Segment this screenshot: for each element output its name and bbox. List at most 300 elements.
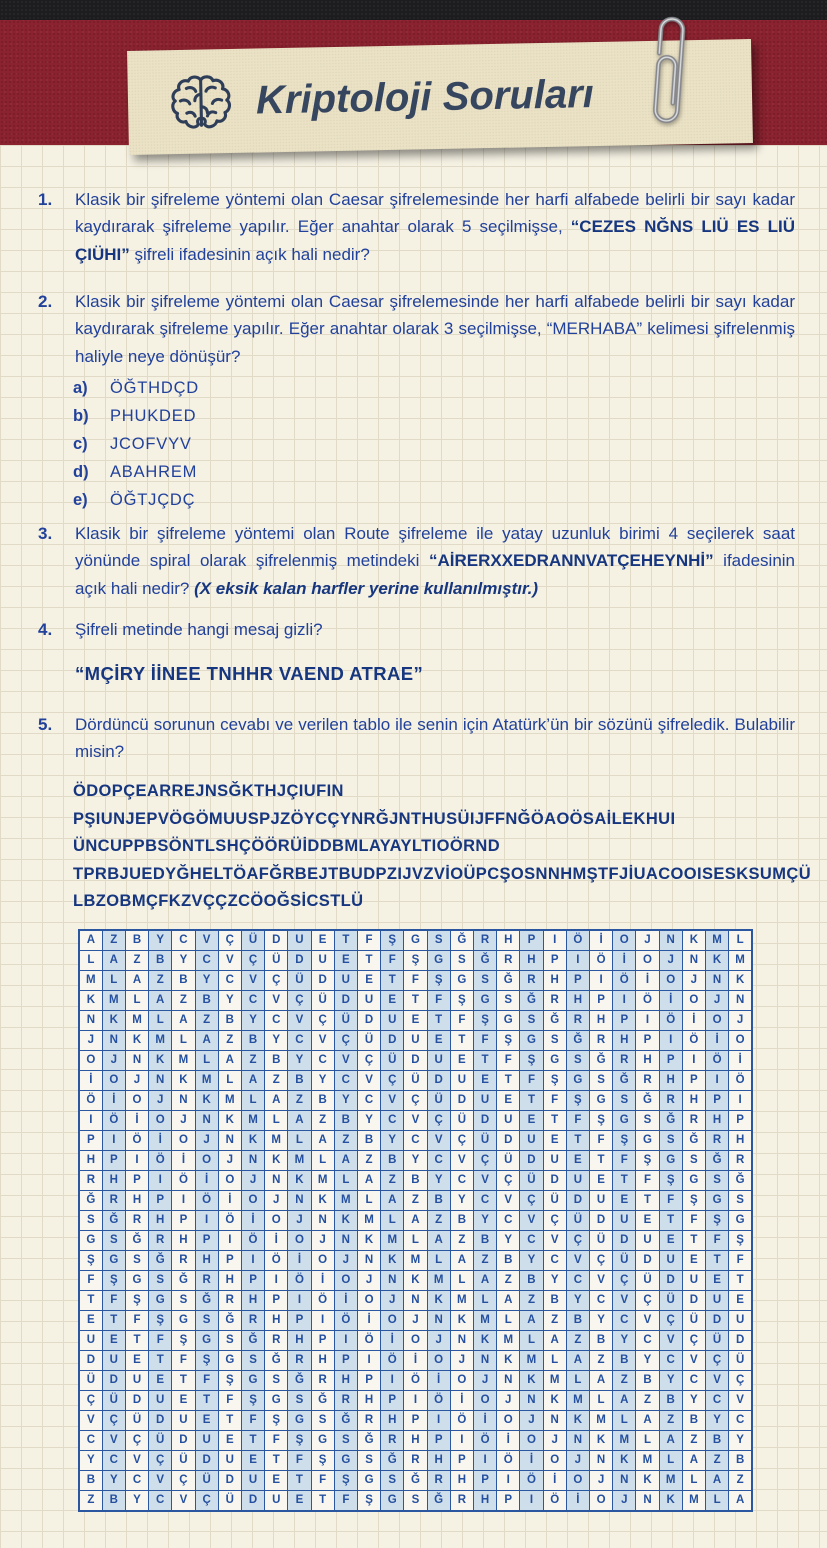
table-cell: N <box>659 930 682 951</box>
table-cell: I <box>473 1451 496 1471</box>
table-cell: P <box>102 1151 125 1171</box>
table-cell: Y <box>265 1031 288 1051</box>
table-cell: V <box>195 930 218 951</box>
table-cell: Y <box>497 1231 520 1251</box>
table-cell: P <box>613 1011 636 1031</box>
table-cell: A <box>334 1151 357 1171</box>
table-cell: N <box>427 1311 450 1331</box>
table-row <box>79 1091 752 1111</box>
option-label: d) <box>73 463 89 481</box>
table-cell: S <box>404 1491 427 1512</box>
table-cell: V <box>241 971 264 991</box>
table-cell: T <box>520 1091 543 1111</box>
table-cell: F <box>682 1211 705 1231</box>
table-cell: G <box>102 1251 125 1271</box>
table-cell: D <box>79 1351 102 1371</box>
table-cell: O <box>265 1211 288 1231</box>
table-cell: B <box>520 1271 543 1291</box>
table-cell: K <box>543 1391 566 1411</box>
table-cell: R <box>427 1471 450 1491</box>
question-text-part: Klasik bir şifreleme yöntemi olan Caesar şifrelemesinde her harfi alfabede belirli bir sayı kadar kaydırarak şifreleme yapılır. Eğer anahtar olarak 5 seçilmişse, <box>75 190 795 237</box>
table-cell: R <box>682 1111 705 1131</box>
table-cell: R <box>79 1171 102 1191</box>
table-cell: F <box>334 1491 357 1512</box>
table-cell: Ö <box>566 930 589 951</box>
table-cell: G <box>288 1411 311 1431</box>
table-cell: U <box>218 1451 241 1471</box>
table-cell: V <box>125 1451 148 1471</box>
option-label: a) <box>73 379 88 397</box>
table-row <box>79 1411 752 1431</box>
table-cell: V <box>543 1231 566 1251</box>
table-row <box>79 1051 752 1071</box>
table-cell: U <box>357 991 380 1011</box>
table-cell: N <box>543 1411 566 1431</box>
table-cell: Ç <box>79 1391 102 1411</box>
table-cell: Ö <box>682 1031 705 1051</box>
table-cell: O <box>288 1231 311 1251</box>
table-cell: C <box>102 1451 125 1471</box>
table-cell: G <box>357 1471 380 1491</box>
table-cell: B <box>195 991 218 1011</box>
table-cell: A <box>566 1351 589 1371</box>
table-cell: I <box>195 1211 218 1231</box>
table-cell: M <box>473 1311 496 1331</box>
table-cell: O <box>241 1191 264 1211</box>
table-cell: Ç <box>334 1031 357 1051</box>
table-cell: N <box>357 1251 380 1271</box>
table-cell: O <box>682 991 705 1011</box>
table-cell: K <box>497 1351 520 1371</box>
cipher-line: ÖDOPÇEARREJNSĞKTHJÇIUFIN <box>73 782 344 800</box>
table-cell: İ <box>334 1291 357 1311</box>
table-cell: Ü <box>102 1391 125 1411</box>
table-cell: G <box>636 1131 659 1151</box>
option-value: JCOFVYV <box>110 435 192 453</box>
table-cell: I <box>218 1231 241 1251</box>
table-cell: V <box>520 1211 543 1231</box>
table-cell: L <box>357 1191 380 1211</box>
table-cell: N <box>265 1171 288 1191</box>
table-cell: P <box>659 1051 682 1071</box>
table-cell: Ö <box>357 1331 380 1351</box>
table-cell: T <box>218 1411 241 1431</box>
table-cell: J <box>636 930 659 951</box>
table-cell: İ <box>613 951 636 971</box>
table-cell: K <box>218 1111 241 1131</box>
table-cell: K <box>311 1191 334 1211</box>
table-cell: A <box>218 1051 241 1071</box>
table-cell: E <box>381 991 404 1011</box>
table-cell: J <box>195 1131 218 1151</box>
table-cell: H <box>659 1071 682 1091</box>
table-cell: I <box>381 1371 404 1391</box>
table-cell: K <box>520 1371 543 1391</box>
table-cell: F <box>589 1131 612 1151</box>
table-cell: K <box>79 991 102 1011</box>
table-cell: E <box>566 1151 589 1171</box>
q2-options <box>73 374 773 514</box>
table-cell: İ <box>265 1231 288 1251</box>
table-cell: Y <box>79 1451 102 1471</box>
table-cell: U <box>473 1091 496 1111</box>
table-row <box>79 1491 752 1512</box>
table-cell: Ç <box>311 1011 334 1031</box>
table-cell: R <box>566 1011 589 1031</box>
table-cell: Ü <box>636 1271 659 1291</box>
table-cell: S <box>613 1091 636 1111</box>
table-cell: İ <box>705 1031 728 1051</box>
table-cell: Ş <box>729 1231 752 1251</box>
table-cell: Z <box>288 1091 311 1111</box>
table-cell: G <box>613 1111 636 1131</box>
option-item <box>73 374 773 402</box>
table-cell: Ğ <box>381 1451 404 1471</box>
table-cell: J <box>172 1111 195 1131</box>
table-cell: I <box>241 1251 264 1271</box>
table-cell: O <box>172 1131 195 1151</box>
table-cell: R <box>659 1091 682 1111</box>
table-cell: K <box>705 951 728 971</box>
table-cell: İ <box>543 1471 566 1491</box>
table-cell: Y <box>682 1391 705 1411</box>
table-cell: Ö <box>520 1471 543 1491</box>
table-cell: H <box>311 1351 334 1371</box>
table-cell: İ <box>357 1311 380 1331</box>
table-cell: I <box>334 1331 357 1351</box>
table-cell: R <box>613 1051 636 1071</box>
table-cell: Z <box>427 1211 450 1231</box>
table-cell: K <box>636 1471 659 1491</box>
table-cell: N <box>682 951 705 971</box>
table-cell: T <box>381 971 404 991</box>
cipher-line: TPRBJUEDYĞHELTÖAFĞRBEJTBUDPZIJVZVİOÜPCŞOSNNHMŞTFJİUACOOISESKSUMÇÜ <box>73 864 812 883</box>
table-cell: O <box>566 1471 589 1491</box>
table-cell: N <box>520 1391 543 1411</box>
table-cell: L <box>218 1071 241 1091</box>
cipher-line: PŞIUNJEPVÖGÖMUUSPJZÖYCÇYNRĞJNTHUSÜIJFFNĞÖAOÖSAİLEKHUI <box>73 809 676 828</box>
table-cell: C <box>659 1351 682 1371</box>
table-cell: F <box>543 1091 566 1111</box>
table-cell: V <box>705 1371 728 1391</box>
table-cell: T <box>427 1011 450 1031</box>
table-cell: L <box>427 1251 450 1271</box>
table-cell: O <box>427 1351 450 1371</box>
table-cell: O <box>79 1051 102 1071</box>
table-cell: Y <box>729 1431 752 1451</box>
table-cell: Ğ <box>334 1411 357 1431</box>
table-cell: Ş <box>497 1031 520 1051</box>
option-item <box>73 458 773 486</box>
table-cell: D <box>381 1031 404 1051</box>
table-cell: S <box>125 1251 148 1271</box>
table-cell: O <box>149 1111 172 1131</box>
table-cell: B <box>682 1411 705 1431</box>
table-cell: Z <box>241 1051 264 1071</box>
table-cell: M <box>659 1471 682 1491</box>
table-cell: O <box>636 951 659 971</box>
table-cell: B <box>613 1351 636 1371</box>
table-cell: K <box>125 1031 148 1051</box>
table-cell: B <box>288 1071 311 1091</box>
table-cell: M <box>497 1331 520 1351</box>
table-cell: S <box>543 1031 566 1051</box>
table-cell: Ş <box>659 1171 682 1191</box>
table-cell: K <box>404 1271 427 1291</box>
table-cell: I <box>450 1431 473 1451</box>
table-cell: D <box>543 1171 566 1191</box>
table-cell: D <box>125 1391 148 1411</box>
table-cell: O <box>218 1171 241 1191</box>
table-cell: A <box>102 951 125 971</box>
table-cell: K <box>102 1011 125 1031</box>
table-cell: Ç <box>613 1271 636 1291</box>
table-cell: P <box>682 1071 705 1091</box>
table-cell: Ç <box>172 1471 195 1491</box>
table-row <box>79 1291 752 1311</box>
table-cell: P <box>589 991 612 1011</box>
table-cell: E <box>311 930 334 951</box>
table-cell: H <box>241 1291 264 1311</box>
table-cell: D <box>241 1491 264 1512</box>
table-cell: Ö <box>729 1071 752 1091</box>
table-cell: O <box>543 1451 566 1471</box>
table-cell: F <box>427 991 450 1011</box>
option-label: b) <box>73 407 89 425</box>
table-cell: V <box>404 1111 427 1131</box>
table-cell: I <box>566 951 589 971</box>
table-cell: Y <box>450 1191 473 1211</box>
table-cell: I <box>404 1391 427 1411</box>
table-cell: I <box>427 1411 450 1431</box>
table-cell: R <box>357 1411 380 1431</box>
question-note: (X eksik kalan harfler yerine kullanılmıştır.) <box>194 578 539 598</box>
table-cell: V <box>334 1051 357 1071</box>
table-cell: M <box>450 1291 473 1311</box>
table-cell: Ç <box>729 1371 752 1391</box>
table-cell: B <box>450 1211 473 1231</box>
table-cell: İ <box>102 1091 125 1111</box>
table-cell: L <box>172 1031 195 1051</box>
table-cell: İ <box>311 1271 334 1291</box>
table-cell: Ö <box>705 1051 728 1071</box>
table-cell: C <box>613 1311 636 1331</box>
option-item <box>73 486 773 514</box>
table-cell: Ş <box>589 1111 612 1131</box>
table-cell: D <box>172 1431 195 1451</box>
table-cell: V <box>450 1151 473 1171</box>
table-cell: B <box>636 1371 659 1391</box>
table-cell: G <box>497 1011 520 1031</box>
table-cell: R <box>381 1431 404 1451</box>
table-cell: O <box>473 1391 496 1411</box>
table-cell: R <box>473 930 496 951</box>
table-cell: H <box>566 991 589 1011</box>
table-cell: V <box>288 1011 311 1031</box>
table-cell: M <box>357 1211 380 1231</box>
table-cell: Y <box>613 1331 636 1351</box>
table-cell: Ç <box>497 1171 520 1191</box>
table-row <box>79 930 752 951</box>
table-cell: K <box>288 1171 311 1191</box>
table-cell: M <box>218 1091 241 1111</box>
table-cell: O <box>705 1011 728 1031</box>
table-cell: Ü <box>334 1011 357 1031</box>
table-cell: V <box>636 1311 659 1331</box>
table-cell: S <box>79 1211 102 1231</box>
table-cell: O <box>404 1331 427 1351</box>
table-cell: Ç <box>218 930 241 951</box>
table-cell: V <box>357 1071 380 1091</box>
table-cell: Ü <box>520 1171 543 1191</box>
table-cell: M <box>334 1191 357 1211</box>
table-cell: H <box>172 1231 195 1251</box>
table-cell: L <box>125 991 148 1011</box>
table-cell: A <box>497 1291 520 1311</box>
table-cell: E <box>288 1491 311 1512</box>
table-cell: G <box>404 930 427 951</box>
table-cell: Ç <box>381 1071 404 1091</box>
table-cell: V <box>427 1131 450 1151</box>
table-cell: F <box>450 1011 473 1031</box>
table-cell: Ü <box>659 1291 682 1311</box>
table-cell: G <box>79 1231 102 1251</box>
table-cell: E <box>613 1191 636 1211</box>
table-cell: M <box>520 1351 543 1371</box>
table-cell: İ <box>566 1491 589 1512</box>
option-value: PHUKDED <box>110 407 197 425</box>
table-cell: Ö <box>450 1411 473 1431</box>
table-cell: İ <box>497 1431 520 1451</box>
question-text <box>75 520 795 602</box>
table-cell: J <box>705 991 728 1011</box>
table-cell: Ö <box>334 1311 357 1331</box>
table-cell: Ç <box>473 1151 496 1171</box>
table-cell: İ <box>288 1251 311 1271</box>
table-cell: Ö <box>265 1251 288 1271</box>
table-cell: N <box>79 1011 102 1031</box>
table-cell: L <box>473 1291 496 1311</box>
table-cell: C <box>195 951 218 971</box>
table-cell: I <box>172 1191 195 1211</box>
table-cell: G <box>543 1051 566 1071</box>
table-cell: Ö <box>102 1111 125 1131</box>
table-cell: Ğ <box>682 1131 705 1151</box>
table-cell: Ğ <box>613 1071 636 1091</box>
table-cell: İ <box>427 1371 450 1391</box>
table-cell: K <box>682 930 705 951</box>
table-cell: B <box>334 1111 357 1131</box>
table-cell: U <box>566 1171 589 1191</box>
table-cell: M <box>195 1071 218 1091</box>
question-number: 1. <box>38 190 53 209</box>
table-cell: G <box>172 1311 195 1331</box>
table-cell: G <box>241 1371 264 1391</box>
table-cell: U <box>659 1251 682 1271</box>
table-cell: Ü <box>79 1371 102 1391</box>
q4-cipher: “MÇİRY İİNEE TNHHR VAEND ATRAE” <box>75 663 424 685</box>
table-cell: U <box>265 1491 288 1512</box>
table-cell: T <box>265 1451 288 1471</box>
table-cell: Ö <box>149 1151 172 1171</box>
question-4 <box>38 616 795 688</box>
table-cell: I <box>682 1051 705 1071</box>
table-cell: İ <box>404 1351 427 1371</box>
table-row <box>79 1071 752 1091</box>
table-cell: T <box>195 1391 218 1411</box>
table-cell: E <box>241 1451 264 1471</box>
table-cell: D <box>497 1131 520 1151</box>
table-cell: R <box>102 1191 125 1211</box>
table-cell: J <box>102 1051 125 1071</box>
table-cell: G <box>566 1071 589 1091</box>
table-cell: U <box>450 1071 473 1091</box>
table-cell: Ç <box>682 1331 705 1351</box>
table-cell: Ç <box>659 1311 682 1331</box>
table-cell: R <box>125 1211 148 1231</box>
table-cell: F <box>566 1111 589 1131</box>
table-cell: M <box>589 1411 612 1431</box>
table-cell: Ğ <box>125 1231 148 1251</box>
table-cell: Ş <box>613 1131 636 1151</box>
table-cell: Ğ <box>450 930 473 951</box>
table-cell: T <box>404 991 427 1011</box>
table-cell: B <box>79 1471 102 1491</box>
table-cell: J <box>497 1391 520 1411</box>
table-cell: U <box>520 1131 543 1151</box>
table-cell: Ü <box>288 971 311 991</box>
table-cell: V <box>729 1391 752 1411</box>
table-cell: S <box>241 1351 264 1371</box>
table-cell: U <box>636 1231 659 1251</box>
table-cell: U <box>427 1051 450 1071</box>
table-cell: Ç <box>195 1491 218 1512</box>
table-cell: H <box>682 1091 705 1111</box>
table-cell: G <box>589 1091 612 1111</box>
table-cell: K <box>450 1311 473 1331</box>
table-cell: N <box>613 1471 636 1491</box>
table-cell: P <box>520 930 543 951</box>
table-cell: D <box>636 1251 659 1271</box>
table-cell: O <box>311 1251 334 1271</box>
table-cell: C <box>589 1291 612 1311</box>
table-cell: Z <box>566 1331 589 1351</box>
table-cell: Ğ <box>404 1471 427 1491</box>
table-row <box>79 1351 752 1371</box>
table-cell: S <box>566 1051 589 1071</box>
table-cell: Z <box>195 1011 218 1031</box>
table-cell: L <box>381 1211 404 1231</box>
table-cell: A <box>520 1311 543 1331</box>
table-cell: E <box>659 1231 682 1251</box>
table-cell: B <box>218 1011 241 1031</box>
table-cell: İ <box>589 930 612 951</box>
table-cell: D <box>311 971 334 991</box>
table-cell: P <box>265 1291 288 1311</box>
table-cell: S <box>195 1311 218 1331</box>
table-cell: Ö <box>636 991 659 1011</box>
table-cell: I <box>288 1291 311 1311</box>
table-cell: M <box>79 971 102 991</box>
table-cell: E <box>265 1471 288 1491</box>
table-cell: G <box>125 1271 148 1291</box>
table-cell: S <box>450 951 473 971</box>
table-row <box>79 1451 752 1471</box>
table-cell: J <box>589 1471 612 1491</box>
option-value: ÖĞTHDÇD <box>110 379 200 397</box>
table-cell: N <box>589 1451 612 1471</box>
table-cell: Ş <box>636 1151 659 1171</box>
